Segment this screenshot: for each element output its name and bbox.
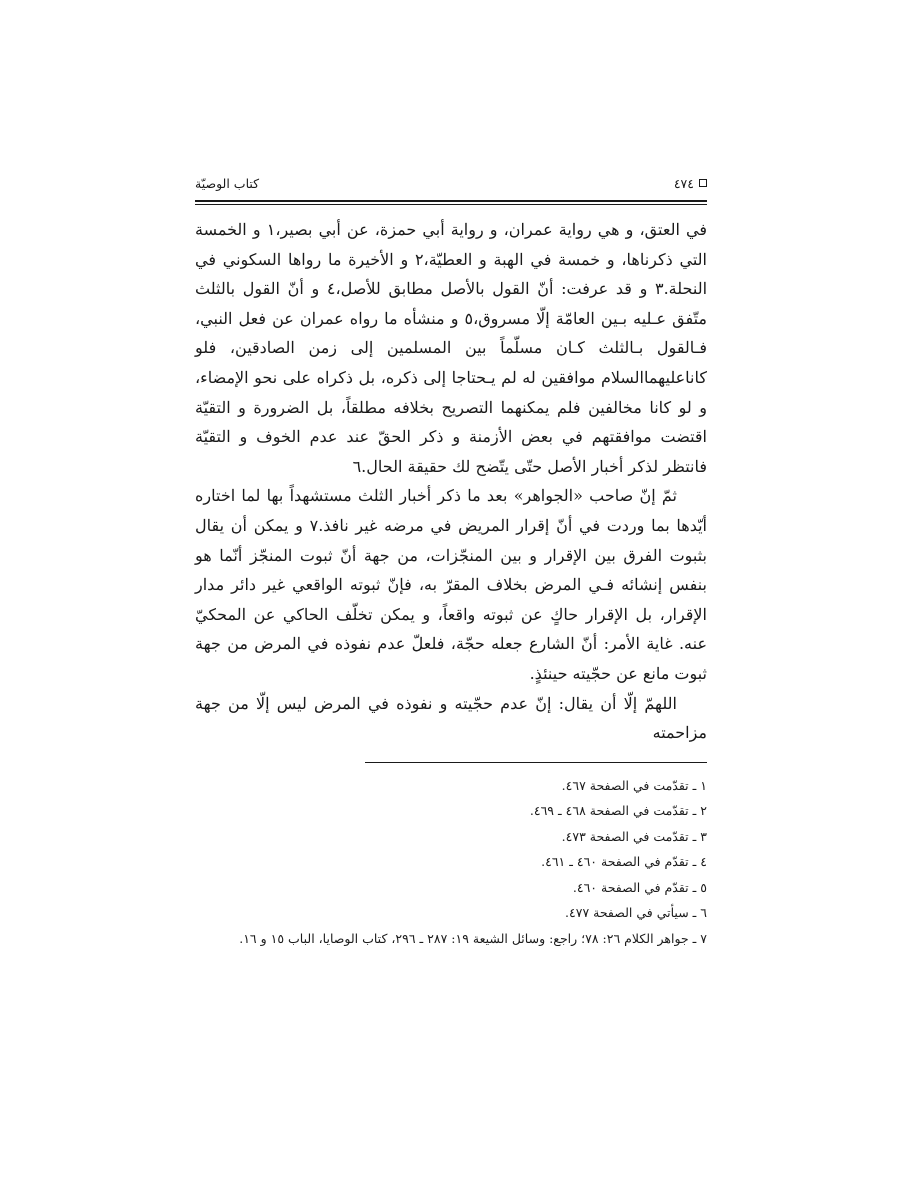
book-page [195,170,707,951]
footnote-7: ٧ ـ جواهر الكلام ٢٦: ٧٨؛ راجع: وسائل الشيعة ١٩: ٢٨٧ ـ ٢٩٦، كتاب الوصايا، الباب ١٥ و ١٦. [239,930,707,946]
footnote-separator [365,762,707,763]
footnote-6: ٦ ـ سيأتي في الصفحة ٤٧٧. [565,905,707,921]
paragraph-1: في العتق، و هي رواية عمران، و رواية أبي حمزة، عن أبي بصير،١ و الخمسة التي ذكرناها، و خمسة في الهبة و العطيّة،٢ و الأخيرة ما رواها السكوني في النحلة.٣ و قد عرفت: أنّ القول بالأصل مطابق للأصل،٤ و أنّ القول بالثلث متّفق عـليه بـين العامّة إلّا مسروق،٥ و منشأه ما رواه عمران عن فعل النبي، فـالقول بـالثلث كـان مسلّماً بين المسلمين إلى زمن الصادقين، فلو كاناعليهماالسلام موافقين له لم يـحتاجا إلى ذكره، بل ذكراه على نحو الإمضاء، و لو كانا مخالفين فلم يمكنهما التصريح بخلافه مطلقاً، بل الضرورة و التقيّة اقتضت موافقتهم في بعض الأزمنة و ذكر الحقّ عند عدم الخوف و التقيّة فانتظر لذكر أخبار الأصل حتّى يتّضح لك حقيقة الحال.٦ [195,220,708,476]
paragraph-3: اللهمّ إلّا أن يقال: إنّ عدم حجّيته و نفوذه في المرض ليس إلّا من جهة مزاحمته [195,693,707,743]
running-title: كتاب الوصيّة [195,175,260,191]
footnotes [195,773,707,952]
footnote-1: ١ ـ تقدّمت في الصفحة ٤٦٧. [561,777,707,793]
page-number: ٤٧٤ [673,175,694,191]
header-rule-thick [195,200,707,202]
footnote-2: ٢ ـ تقدّمت في الصفحة ٤٦٨ ـ ٤٦٩. [529,803,707,819]
page-number-group [674,176,707,191]
footnote-5: ٥ ـ تقدّم في الصفحة ٤٦٠. [572,879,707,895]
footnote-4: ٤ ـ تقدّم في الصفحة ٤٦٠ ـ ٤٦١. [541,854,707,870]
paragraph-2: ثمّ إنّ صاحب «الجواهر» بعد ما ذكر أخبار الثلث مستشهداً بها لما اختاره أيّدها بما وردت في أنّ إقرار المريض في مرضه غير نافذ.٧ و يمكن أن يقال بثبوت الفرق بين الإقرار و بين المنجّزات، من جهة أنّ ثبوت المنجّز أنّما هو بنفس إنشائه فـي المرض بخلاف المقرّ به، فإنّ ثبوته الواقعي غير دائر مدار الإقرار، بل الإقرار حاكٍ عن ثبوته واقعاً، و يمكن تخلّف الحاكي عن المحكيّ عنه. غاية الأمر: أنّ الشارع جعله حجّة، فلعلّ عدم نفوذه في المرض من جهة ثبوت مانع عن حجّيته حينئذٍ. [195,486,708,683]
main-text [195,215,707,748]
footnote-3: ٣ ـ تقدّمت في الصفحة ٤٧٣. [561,828,707,844]
page-header [195,170,707,196]
square-box-icon [699,179,707,187]
header-rule-thin [195,204,707,205]
